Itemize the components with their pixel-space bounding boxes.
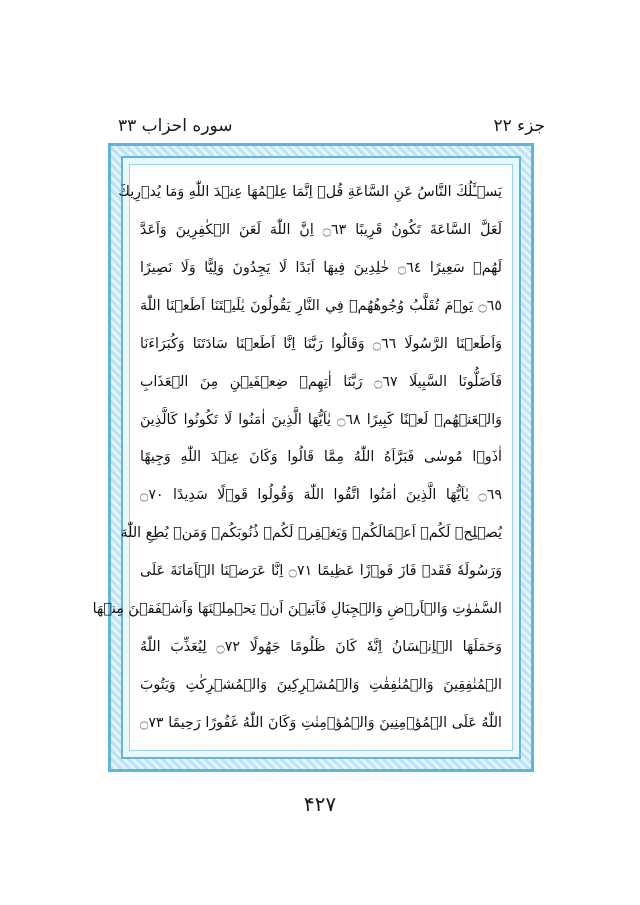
verse-line: وَرَسُولَهٗ فَقَدۡ فَازَ فَوۡزًا عَظِيمًا ۝٧١ اِنَّا عَرَضۡنَا الۡاَمَانَةَ عَلَى [140,563,502,580]
ornamental-border [92,143,534,772]
text-area [92,164,513,751]
verse-line: اٰذَوۡا مُوسٰى فَبَرَّاَهُ اللّٰهُ مِمَّا قَالُوا وَكَانَ عِنۡدَ اللّٰهِ وَجِيهًا [140,449,502,466]
verse-line: وَالۡعَنۡهُمۡ لَعۡنًا كَبِيرًا ۝٦٨ يٰاَيُّهَا الَّذِينَ اٰمَنُوا لَا تَكُونُوا كَالَّذِينَ [140,411,503,428]
verse-line: الۡمُنٰفِقِينَ وَالۡمُنٰفِقٰتِ وَالۡمُشۡرِكِينَ وَالۡمُشۡرِكٰتِ وَيَتُوبَ [140,676,502,693]
verse-line: ۝٦٥ يَوۡمَ تُقَلَّبُ وُجُوهُهُمۡ فِي النَّارِ يَقُولُونَ يٰلَيۡتَنَا اَطَعۡنَا اللّٰهَ [140,297,502,314]
verse-line: يَسۡـَٔلُكَ النَّاسُ عَنِ السَّاعَةِ قُلۡ اِنَّمَا عِلۡمُهَا عِنۡدَ اللّٰهِ وَمَا يُدۡرِيكَ [118,184,502,200]
verse-line: السَّمٰوٰتِ وَالۡاَرۡضِ وَالۡجِبَالِ فَاَبَيۡنَ اَنۡ يَحۡمِلۡنَهَا وَاَشۡفَقۡنَ مِنۡهَا [92,601,502,618]
verse-line: فَاَضَلُّونَا السَّبِيلَا ۝٦٧ رَبَّنَا اٰتِهِمۡ ضِعۡفَيۡنِ مِنَ الۡعَذَابِ [140,373,502,390]
inner-border [92,156,521,759]
surah-label: سوره احزاب ۳۳ [118,116,233,136]
juz-label: جزء ۲۲ [493,116,545,136]
page-number: ۴۲۷ [303,792,337,816]
verse-line: يُصۡلِحۡ لَكُمۡ اَعۡمَالَكُمۡ وَيَغۡفِرۡ لَكُمۡ ذُنُوبَكُمۡ وَمَنۡ يُطِعِ اللّٰهَ [120,525,502,542]
verse-line: وَاَطَعۡنَا الرَّسُولَا ۝٦٦ وَقَالُوا رَبَّنَا اِنَّا اَطَعۡنَا سَادَتَنَا وَكُبَرَاءَنَا [140,335,502,352]
verse-lines [92,177,503,738]
verse-line: ۝٦٩ يٰاَيُّهَا الَّذِينَ اٰمَنُوا اتَّقُوا اللّٰهَ وَقُولُوا قَوۡلًا سَدِيدًا ۝٧٠ [140,487,502,504]
verse-line: لَهُمۡ سَعِيرًا ۝٦٤ خٰلِدِينَ فِيهَا اَبَدًا لَا يَجِدُونَ وَلِيًّا وَلَا نَصِيرًا [140,259,502,276]
verse-line: لَعَلَّ السَّاعَةَ تَكُونُ قَرِيبًا ۝٦٣ اِنَّ اللّٰهَ لَعَنَ الۡكٰفِرِينَ وَاَعَدَّ [140,221,502,238]
verse-line: وَحَمَلَهَا الۡاِنۡسَانُ اِنَّهٗ كَانَ ظَلُومًا جَهُولًا ۝٧٢ لِيُعَذِّبَ اللّٰهُ [140,639,502,656]
verse-line: اللّٰهُ عَلَى الۡمُؤۡمِنِينَ وَالۡمُؤۡمِنٰتِ وَكَانَ اللّٰهُ غَفُورًا رَحِيمًا ۝٧٣ [140,714,502,731]
